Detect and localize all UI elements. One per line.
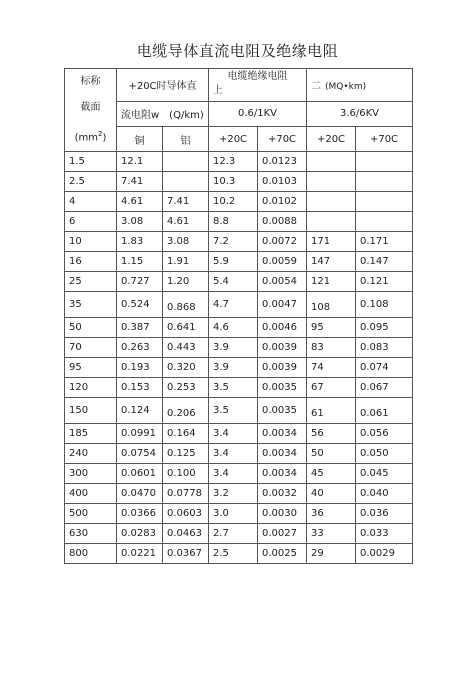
r70-06kv-cell: 0.0039	[258, 358, 307, 378]
temp-20-header-b: +20C	[307, 127, 356, 152]
r70-6kv-cell	[356, 192, 413, 212]
r20-6kv-cell: 74	[307, 358, 356, 378]
r20-06kv-cell: 10.2	[209, 192, 258, 212]
size-cell: 95	[65, 358, 117, 378]
size-cell: 500	[65, 504, 117, 524]
r70-6kv-cell: 0.0029	[356, 544, 413, 564]
table-row	[65, 232, 413, 252]
r70-06kv-cell: 0.0103	[258, 172, 307, 192]
aluminum-header: 铝	[163, 127, 209, 152]
r20-6kv-cell	[307, 172, 356, 192]
size-cell: 240	[65, 444, 117, 464]
header-row-3	[65, 127, 413, 152]
r20-6kv-cell: 45	[307, 464, 356, 484]
table-row	[65, 272, 413, 292]
header-label-section: 截面	[80, 102, 101, 113]
table-row	[65, 318, 413, 338]
size-cell: 2.5	[65, 172, 117, 192]
size-cell: 150	[65, 398, 117, 424]
r20-06kv-cell: 7.2	[209, 232, 258, 252]
r20-6kv-cell: 56	[307, 424, 356, 444]
r70-6kv-cell: 0.033	[356, 524, 413, 544]
table-row	[65, 252, 413, 272]
r70-6kv-cell: 0.108	[356, 292, 413, 318]
size-cell: 800	[65, 544, 117, 564]
r70-6kv-cell: 0.040	[356, 484, 413, 504]
aluminum-cell: 1.20	[163, 272, 209, 292]
r70-6kv-cell: 0.036	[356, 504, 413, 524]
size-cell: 4	[65, 192, 117, 212]
r20-06kv-cell: 3.4	[209, 424, 258, 444]
r20-6kv-cell	[307, 212, 356, 232]
r70-06kv-cell: 0.0123	[258, 152, 307, 172]
insulation-title-a: 电缆绝缘电阻	[227, 70, 288, 82]
r20-06kv-cell: 3.9	[209, 338, 258, 358]
r70-06kv-cell: 0.0034	[258, 464, 307, 484]
aluminum-cell: 7.41	[163, 192, 209, 212]
r70-06kv-cell: 0.0046	[258, 318, 307, 338]
header-row-2	[65, 101, 413, 126]
aluminum-cell: 0.0603	[163, 504, 209, 524]
r20-6kv-cell	[307, 192, 356, 212]
r70-06kv-cell: 0.0072	[258, 232, 307, 252]
r70-6kv-cell	[356, 172, 413, 192]
table-row	[65, 544, 413, 564]
r70-6kv-cell: 0.061	[356, 398, 413, 424]
r70-6kv-cell: 0.147	[356, 252, 413, 272]
temp-70-header-a: +70C	[258, 127, 307, 152]
r20-06kv-cell: 3.4	[209, 444, 258, 464]
aluminum-cell: 0.320	[163, 358, 209, 378]
r20-6kv-cell: 83	[307, 338, 356, 358]
aluminum-cell: 0.443	[163, 338, 209, 358]
aluminum-cell: 0.0367	[163, 544, 209, 564]
r20-6kv-cell: 50	[307, 444, 356, 464]
table-body	[65, 152, 413, 564]
r70-06kv-cell: 0.0039	[258, 338, 307, 358]
aluminum-cell: 0.125	[163, 444, 209, 464]
copper-header: 铜	[117, 127, 163, 152]
aluminum-cell	[163, 172, 209, 192]
r70-06kv-cell: 0.0054	[258, 272, 307, 292]
r20-06kv-cell: 3.5	[209, 378, 258, 398]
r20-06kv-cell: 2.5	[209, 544, 258, 564]
r20-06kv-cell: 3.4	[209, 464, 258, 484]
r70-06kv-cell: 0.0035	[258, 378, 307, 398]
r20-06kv-cell: 4.6	[209, 318, 258, 338]
r70-6kv-cell	[356, 152, 413, 172]
size-cell: 120	[65, 378, 117, 398]
r20-06kv-cell: 12.3	[209, 152, 258, 172]
size-cell: 6	[65, 212, 117, 232]
insulation-unit-header	[307, 69, 413, 102]
size-cell: 10	[65, 232, 117, 252]
insulation-title-b: 上	[213, 84, 223, 96]
aluminum-cell: 3.08	[163, 232, 209, 252]
copper-cell: 0.0221	[117, 544, 163, 564]
size-cell: 1.5	[65, 152, 117, 172]
aluminum-cell: 0.253	[163, 378, 209, 398]
insulation-unit: (MQ•km)	[325, 82, 367, 93]
r20-6kv-cell: 61	[307, 398, 356, 424]
r20-06kv-cell: 8.8	[209, 212, 258, 232]
copper-cell: 1.15	[117, 252, 163, 272]
copper-cell: 0.0283	[117, 524, 163, 544]
r70-06kv-cell: 0.0030	[258, 504, 307, 524]
r70-06kv-cell: 0.0025	[258, 544, 307, 564]
header-row-1	[65, 69, 413, 102]
r70-06kv-cell: 0.0034	[258, 424, 307, 444]
copper-cell: 0.0470	[117, 484, 163, 504]
aluminum-cell: 4.61	[163, 212, 209, 232]
r70-6kv-cell: 0.121	[356, 272, 413, 292]
aluminum-cell: 0.100	[163, 464, 209, 484]
r70-06kv-cell: 0.0034	[258, 444, 307, 464]
table-row	[65, 484, 413, 504]
dc-resistance-header-bottom: 流电阻w (Q/km)	[117, 101, 209, 126]
r70-06kv-cell: 0.0059	[258, 252, 307, 272]
r70-6kv-cell: 0.083	[356, 338, 413, 358]
copper-cell: 7.41	[117, 172, 163, 192]
copper-cell: 0.124	[117, 398, 163, 424]
table-row	[65, 338, 413, 358]
r70-06kv-cell: 0.0047	[258, 292, 307, 318]
r20-6kv-cell: 36	[307, 504, 356, 524]
r20-6kv-cell: 29	[307, 544, 356, 564]
r20-06kv-cell: 3.0	[209, 504, 258, 524]
temp-70-header-b: +70C	[356, 127, 413, 152]
table-row	[65, 152, 413, 172]
r70-6kv-cell: 0.067	[356, 378, 413, 398]
copper-cell: 0.524	[117, 292, 163, 318]
r70-06kv-cell: 0.0035	[258, 398, 307, 424]
header-label-nominal: 标称	[80, 76, 101, 87]
aluminum-cell: 0.164	[163, 424, 209, 444]
table-row	[65, 212, 413, 232]
table-row	[65, 358, 413, 378]
header-unit-close: )	[102, 132, 107, 144]
r70-6kv-cell: 0.171	[356, 232, 413, 252]
r70-6kv-cell: 0.074	[356, 358, 413, 378]
size-cell: 50	[65, 318, 117, 338]
copper-cell: 0.0754	[117, 444, 163, 464]
size-cell: 400	[65, 484, 117, 504]
r70-6kv-cell: 0.056	[356, 424, 413, 444]
r20-06kv-cell: 4.7	[209, 292, 258, 318]
resistance-table	[64, 68, 413, 564]
r20-06kv-cell: 3.2	[209, 484, 258, 504]
copper-cell: 1.83	[117, 232, 163, 252]
r70-6kv-cell: 0.045	[356, 464, 413, 484]
r20-06kv-cell: 3.9	[209, 358, 258, 378]
r70-6kv-cell	[356, 212, 413, 232]
copper-cell: 12.1	[117, 152, 163, 172]
size-cell: 35	[65, 292, 117, 318]
copper-cell: 0.0366	[117, 504, 163, 524]
r70-6kv-cell: 0.095	[356, 318, 413, 338]
r20-06kv-cell: 3.5	[209, 398, 258, 424]
table-row	[65, 524, 413, 544]
size-cell: 300	[65, 464, 117, 484]
table-row	[65, 292, 413, 318]
size-cell: 70	[65, 338, 117, 358]
r70-6kv-cell: 0.050	[356, 444, 413, 464]
aluminum-cell: 0.868	[163, 292, 209, 318]
r20-6kv-cell: 67	[307, 378, 356, 398]
copper-cell: 4.61	[117, 192, 163, 212]
r20-6kv-cell: 147	[307, 252, 356, 272]
aluminum-cell: 0.641	[163, 318, 209, 338]
temp-20-header-a: +20C	[209, 127, 258, 152]
r20-06kv-cell: 2.7	[209, 524, 258, 544]
table-row	[65, 444, 413, 464]
r20-6kv-cell	[307, 152, 356, 172]
dc-resistance-header-top: +20C时导体直	[117, 69, 209, 102]
nominal-section-header	[65, 69, 117, 152]
size-cell: 185	[65, 424, 117, 444]
r70-06kv-cell: 0.0088	[258, 212, 307, 232]
copper-cell: 0.0991	[117, 424, 163, 444]
table-row	[65, 464, 413, 484]
copper-cell: 0.153	[117, 378, 163, 398]
copper-cell: 3.08	[117, 212, 163, 232]
header-unit-open: (mm	[74, 132, 98, 144]
copper-cell: 0.193	[117, 358, 163, 378]
aluminum-cell: 0.206	[163, 398, 209, 424]
r20-6kv-cell: 108	[307, 292, 356, 318]
aluminum-cell: 0.0463	[163, 524, 209, 544]
r20-6kv-cell: 95	[307, 318, 356, 338]
r20-6kv-cell: 171	[307, 232, 356, 252]
aluminum-cell: 0.0778	[163, 484, 209, 504]
r20-06kv-cell: 10.3	[209, 172, 258, 192]
table-row	[65, 172, 413, 192]
copper-cell: 0.0601	[117, 464, 163, 484]
copper-cell: 0.727	[117, 272, 163, 292]
r20-06kv-cell: 5.9	[209, 252, 258, 272]
copper-cell: 0.263	[117, 338, 163, 358]
table-row	[65, 424, 413, 444]
r20-06kv-cell: 5.4	[209, 272, 258, 292]
copper-cell: 0.387	[117, 318, 163, 338]
table-row	[65, 398, 413, 424]
voltage-06-1kv: 0.6/1KV	[209, 101, 307, 126]
aluminum-cell	[163, 152, 209, 172]
header-label-unit	[65, 121, 116, 151]
size-cell: 25	[65, 272, 117, 292]
voltage-36-6kv: 3.6/6KV	[307, 101, 413, 126]
r70-06kv-cell: 0.0102	[258, 192, 307, 212]
r20-6kv-cell: 121	[307, 272, 356, 292]
header-unit-sup: 2	[98, 130, 103, 138]
r20-6kv-cell: 40	[307, 484, 356, 504]
page-title: 电缆导体直流电阻及绝缘电阻	[136, 42, 339, 60]
table-row	[65, 504, 413, 524]
r70-06kv-cell: 0.0032	[258, 484, 307, 504]
table-row	[65, 192, 413, 212]
r70-06kv-cell: 0.0027	[258, 524, 307, 544]
table-row	[65, 378, 413, 398]
size-cell: 630	[65, 524, 117, 544]
r20-6kv-cell: 33	[307, 524, 356, 544]
size-cell: 16	[65, 252, 117, 272]
insulation-unit-prefix: 二	[311, 81, 321, 93]
aluminum-cell: 1.91	[163, 252, 209, 272]
insulation-header-title	[209, 69, 307, 102]
